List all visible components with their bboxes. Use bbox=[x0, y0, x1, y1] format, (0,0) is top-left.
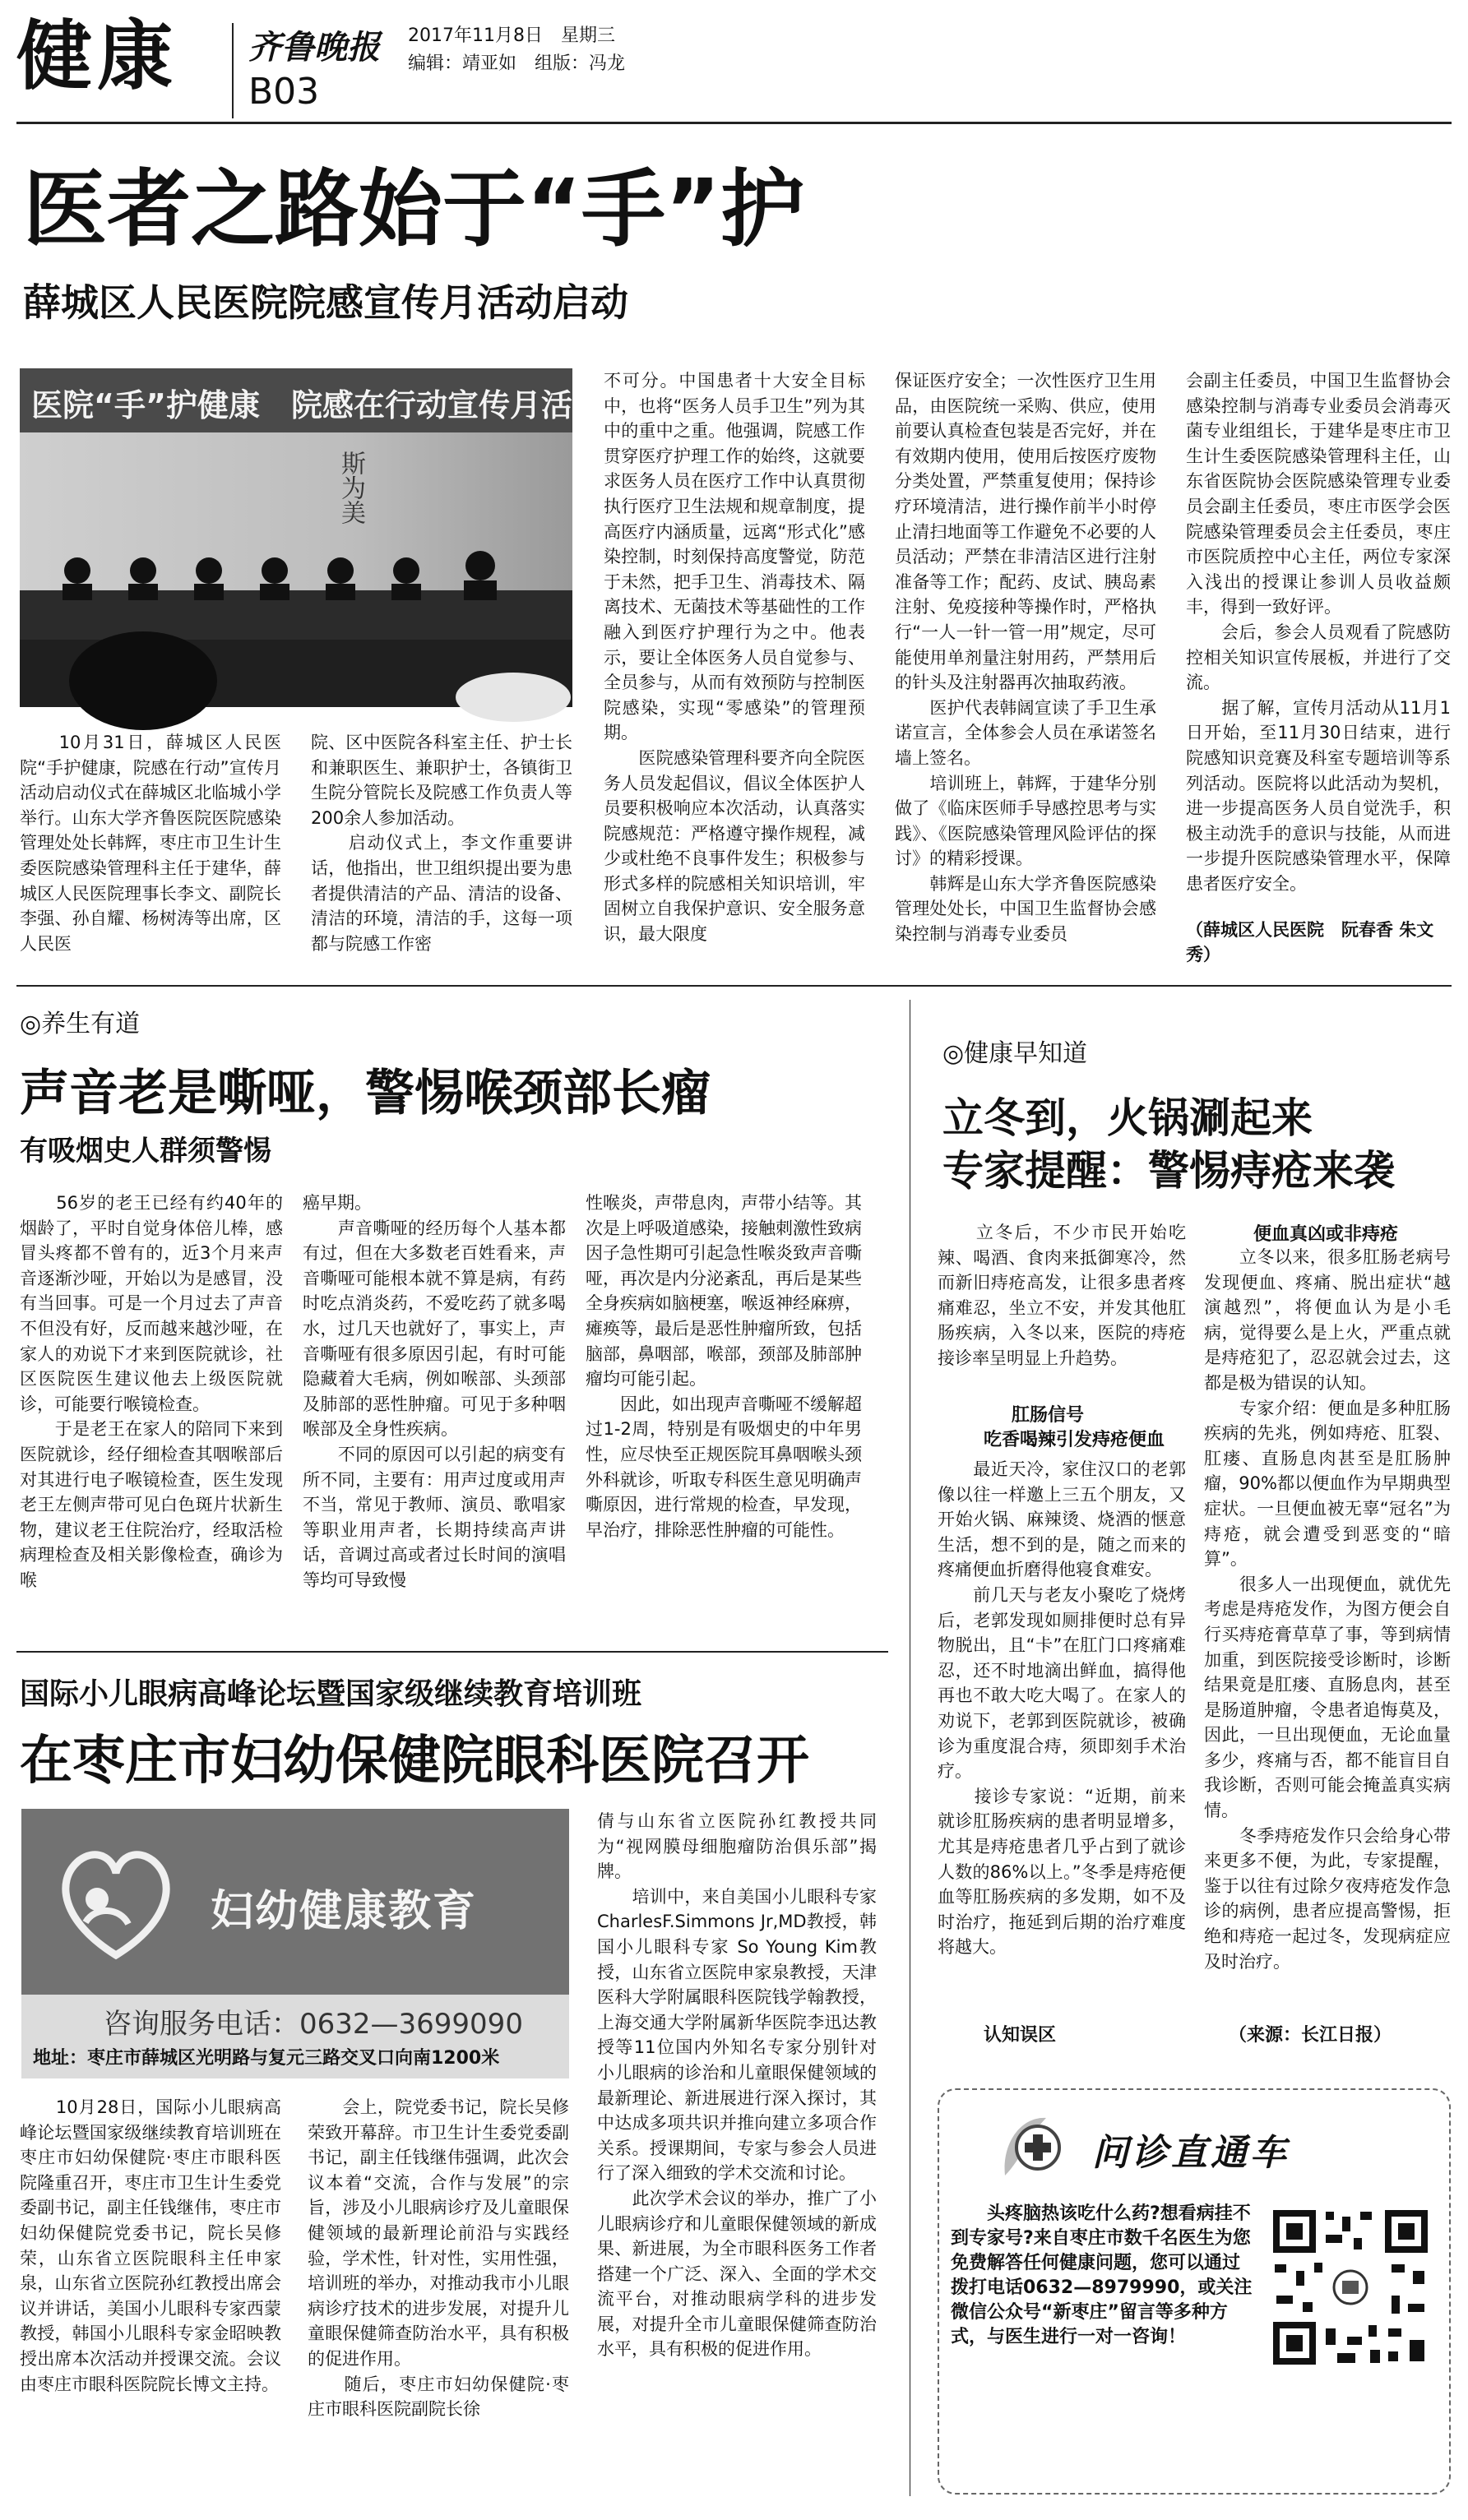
article2-subtitle: 有吸烟史人群须警惕 bbox=[20, 1135, 271, 1168]
article4-subtitle: 国际小儿眼病高峰论坛暨国家级继续教育培训班 bbox=[20, 1677, 642, 1711]
rule-2 bbox=[16, 1651, 888, 1653]
ad-service-phone[interactable]: 咨询服务电话：0632—3699090 bbox=[104, 2008, 523, 2041]
editors-line: 编辑：靖亚如 组版：冯龙 bbox=[408, 53, 626, 74]
paper-logo: 齐鲁晚报 bbox=[248, 28, 380, 67]
article2-col1: 56岁的老王已经有约40年的烟龄了，平时自觉身体倍儿棒，感冒头疼都不曾有的，近3个月来声音逐渐沙哑，开始以为是感冒，没有当回事。可是一个月过去了声音不但没有好，反而越来越沙哑，在家人的劝说下才来到医院就诊，社区医院医生建议他去上级医院就诊，可能要行喉镜检查。 于是老王在家人的陪同下来到医院就诊，经仔细检查其咽喉部后对其进行电子喉镜检查，医生发现老王左侧声带可见白色斑片状新生物，建议老王住院治疗，经取活检病理检查及相关影像检查，确诊为喉 bbox=[20, 1193, 283, 1590]
article3-byline: （来源：长江日报） bbox=[1229, 2025, 1392, 2046]
article3-heading-c: 认知误区 bbox=[984, 2025, 1057, 2046]
article2-title: 声音老是嘶哑，警惕喉颈部长瘤 bbox=[20, 1065, 711, 1122]
article4-title: 在枣庄市妇幼保健院眼科医院召开 bbox=[20, 1731, 809, 1792]
masthead-divider bbox=[232, 23, 234, 118]
ad-upper bbox=[21, 1809, 569, 1995]
article1-col3: 不可分。中国患者十大安全目标中，也将“医务人员手卫生”列为其中的重中之重。他强调，院感工作贯穿医疗护理工作的始终，这就要求医务人员在医疗工作中认真贯彻执行医疗卫生法规和规章制度，提高医疗内涵质量，远离“形式化”感染控制，时刻保持高度警觉，防范于未然，把手卫生、消毒技术、隔离技术、无菌技术等基础性的工作融入到医疗护理行为之中。他表示，要让全体医务人员自觉参与、全员参与，从而有效预防与控制医院感染，实现“零感染”的管理预期。 医院感染管理科要齐向全院医务人员发起倡议，倡议全体医护人员要积极响应本次活动，认真落实院感规范：严格遵守操作规程，减少或杜绝不良事件发生；积极参与形式多样的院感相关知识培训，牢固树立自我保护意识、安全服务意识，最大限度 bbox=[604, 371, 865, 945]
article2-col2: 癌早期。 声音嘶哑的经历每个人基本都有过，但在大多数老百姓看来，声音嘶哑可能根本就不算是病，有药时吃点消炎药，不爱吃药了就多喝水，过几天也就好了，事实上，声音嘶哑有很多原因引起，有时可能隐藏着大毛病，例如喉部、头颈部及肺部的恶性肿瘤。可见于多种咽喉部及全身性疾病。 不同的原因可以引起的病变有所不同，主要有：用声过度或用声不当，常见于教师、演员、歌唱家等职业用声者，长期持续高声讲话，音调过高或者过长时间的演唱等均可导致慢 bbox=[303, 1193, 566, 1590]
article1-col5: 会副主任委员，中国卫生监督协会感染控制与消毒专业委员会消毒灭菌专业组组长，于建华是枣庄市卫生计生委医院感染管理科主任，山东省医院协会医院感染管理专业委员会副主任委员，枣庄市医学会医院感染管理委员会主任委员，枣庄市医院质控中心主任，两位专家深入浅出的授课让参训人员收益颇丰，得到一致好评。 会后，参会人员观看了院感防控相关知识宣传展板，并进行了交流。 据了解，宣传月活动从11月1日开始，至11月30日结束，进行院感知识竞赛及科室专题培训等系列活动。医院将以此活动为契机，进一步提高医务人员自觉洗手，积极主动洗手的意识与技能，从而进一步提升医院感染管理水平，保障患者医疗安全。 bbox=[1186, 371, 1451, 894]
article2-tag: ◎养生有道 bbox=[20, 1010, 141, 1038]
section-name: 健康 bbox=[16, 12, 178, 100]
promo-header bbox=[964, 2110, 1424, 2184]
calligraphy-sign: 斯为美 bbox=[336, 451, 365, 525]
article1-subtitle: 薛城区人民医院院感宣传月活动启动 bbox=[23, 280, 628, 325]
article3-heading-b: 吃香喝辣引发痔疮便血 bbox=[984, 1430, 1165, 1450]
article3-col1b: 最近天冷，家住汉口的老郭像以往一样邀上三五个朋友，又开始火锅、麻辣烫、烧酒的惬意生活，想不到的是，随之而来的疼痛便血折磨得他寝食难安。 前几天与老友小聚吃了烧烤后，老郭发现如厕排便时总有异物脱出，且“卡”在肛门口疼痛难忍，还不时地滴出鲜血，搞得他再也不敢大吃大喝了。在家人的劝说下，老郭到医院就诊，被确诊为重度混合痔，须即刻手术治疗。 接诊专家说：“近期，前来就诊肛肠疾病的患者明显增多，尤其是痔疮患者几乎占到了就诊人数的86%以上。”冬季是痔疮便血等肛肠疾病的多发期，如不及时治疗，拖延到后期的治疗难度将越大。 bbox=[938, 1459, 1186, 1958]
masthead bbox=[16, 12, 1452, 135]
ad-lower bbox=[21, 1995, 569, 2078]
ad-box bbox=[21, 1809, 569, 2078]
article3-title2: 专家提醒：警惕痔疮来袭 bbox=[942, 1147, 1395, 1195]
promo-box bbox=[938, 2088, 1451, 2495]
article4-col1: 10月28日，国际小儿眼病高峰论坛暨国家级继续教育培训班在枣庄市妇幼保健院·枣庄市眼科医院隆重召开，枣庄市卫生计生委党委副书记，副主任钱继伟，枣庄市妇幼保健院党委书记，院长吴修荣，山东省立医院眼科主任申家泉，山东省立医院孙红教授出席会议并讲话，美国小儿眼科专家西蒙教授，韩国小儿眼科专家金昭映教授出席本次活动并授课交流。会议由枣庄市眼科医院院长博文主持。 bbox=[20, 2097, 281, 2394]
article4-col-right: 倩与山东省立医院孙红教授共同为“视网膜母细胞瘤防治俱乐部”揭牌。 培训中，来自美国小儿眼科专家 CharlesF.Simmons Jr,MD教授，韩国小儿眼科专家 So Young Kim教授，山东省立医院申家泉教授，天津医科大学附属眼科医院钱学翰教授，上海交通大学附属新华医院李迅达教授等11位国内外知名专家分别针对小儿眼病的诊治和儿童眼保健领域的最新理论、新进展进行深入探讨，其中达成多项共识并推向建立多项合作关系。授课期间，专家与参会人员进行了深入细致的学术交流和讨论。 此次学术会议的举办，推广了小儿眼病诊疗和儿童眼保健领域的新成果、新进展，为全市眼科医务工作者搭建一个广泛、深入、全面的学术交流平台，对推动眼病学科的进步发展，对提升全市儿童眼保健筛查防治水平，具有积极的促进作用。 bbox=[597, 1811, 877, 2360]
article1-col1: 10月31日，薛城区人民医院“手护健康，院感在行动”宣传月活动启动仪式在薛城区北临城小学举行。山东大学齐鲁医院医院感染管理处处长韩辉，枣庄市卫生计生委医院感染管理科主任于建华，薛城区人民医院理事长李文、副院长李强、孙自耀、杨树涛等出席，区人民医 bbox=[20, 733, 281, 954]
article1-byline: （薛城区人民医院 阮春香 朱文秀） bbox=[1186, 920, 1434, 964]
rule-1 bbox=[16, 985, 1452, 987]
date-line: 2017年11月8日 星期三 bbox=[408, 25, 615, 46]
article3-heading-a: 肛肠信号 bbox=[1012, 1405, 1085, 1426]
article1-col2: 院、区中医院各科室主任、护士长和兼职医生、兼职护士，各镇街卫生院分管院长及院感工作负责人等200余人参加活动。 启动仪式上，李文作重要讲话，他指出，世卫组织提出要为患者提供清洁的产品、清洁的设备、清洁的环境，清洁的手，这每一项都与院感工作密 bbox=[311, 733, 572, 954]
speakers-illustration bbox=[20, 533, 572, 707]
article4-col2: 会上，院党委书记，院长吴修荣致开幕辞。市卫生计生委党委副书记，副主任钱继伟强调，此次会议本着“交流，合作与发展”的宗旨，涉及小儿眼病诊疗及儿童眼保健领域的最新理论前沿与实践经验，学术性，针对性，实用性强，培训班的举办，对推动我市小儿眼病诊疗技术的进步发展，对提升儿童眼保健筛查防治水平，具有积极的促进作用。 随后，枣庄市妇幼保健院·枣庄市眼科医院副院长徐 bbox=[308, 2097, 569, 2420]
article3-col2: 立冬以来，很多肛肠老病号发现便血、疼痛、脱出症状“越演越烈”，将便血认为是小毛病，觉得要么是上火，严重点就是痔疮犯了，忍忍就会过去，这都是极为错误的认知。 专家介绍：便血是多种肛肠疾病的先兆，例如痔疮、肛裂、肛瘘、直肠息肉甚至是肛肠肿瘤，90%都以便血作为早期典型症状。一旦便血被无辜“冠名”为痔疮，就会遭受到恶变的“暗算”。 很多人一出现便血，就优先考虑是痔疮发作，为图方便会自行买痔疮膏草草了事，等到病情加重，到医院接受诊断时，诊断结果竟是肛瘘、直肠息肉，甚至是肠道肿瘤，令患者追悔莫及，因此，一旦出现便血，无论血量多少，疼痛与否，都不能盲目自我诊断，否则可能会掩盖真实病情。 冬季痔疮发作只会给身心带来更多不便，为此，专家提醒，鉴于以往有过除夕夜痔疮发作急诊的病例，患者应提高警惕，拒绝和痔疮一起过冬，发现病症应及时治疗。 bbox=[1204, 1247, 1451, 1972]
article1-col4: 保证医疗安全；一次性医疗卫生用品，由医院统一采购、供应，使用前要认真检查包装是否完好，并在有效期内使用，使用后按医疗废物分类处置，严禁重复使用；保持诊疗环境清洁，进行操作前半小时停止清扫地面等工作避免不必要的人员活动；严禁在非清洁区进行注射准备等工作；配药、皮试、胰岛素注射、免疫接种等操作时，严格执行“一人一针一管一用”规定，尽可能使用单剂量注射用药，严禁用后的针头及注射器再次抽取药液。 医护代表韩阔宣读了手卫生承诺宣言，全体参会人员在承诺签名墙上签名。 培训班上，韩辉，于建华分别做了《临床医师手导感控思考与实践》、《医院感染管理风险评估的探讨》的精彩授课。 韩辉是山东大学齐鲁医院感染管理处处长，中国卫生监督协会感染控制与消毒专业委员 bbox=[895, 371, 1156, 945]
ad-address: 地址：枣庄市薛城区光明路与复元三路交叉口向南1200米 bbox=[33, 2048, 500, 2069]
photo-banner bbox=[20, 368, 572, 432]
photo-banner-text: 医院“手”护健康 院感在行动宣传月活 bbox=[31, 387, 572, 423]
article3-title1: 立冬到，火锅涮起来 bbox=[942, 1094, 1313, 1142]
promo-title: 问诊直通车 bbox=[1092, 2132, 1290, 2174]
article2-col3: 性喉炎，声带息肉，声带小结等。其次是上呼吸道感染，接触刺激性致病因子急性期可引起急性喉炎致声音嘶哑，再次是内分泌紊乱，再后是某些全身疾病如脑梗塞，喉返神经麻痹，瘫痪等，最后是恶性肿瘤所致，包括脑部，鼻咽部，喉部，颈部及肺部肿瘤均可能引起。 因此，如出现声音嘶哑不缓解超过1-2周，特别是有吸烟史的中年男性，应尽快至正规医院耳鼻咽喉头颈外科就诊，听取专科医生意见明确声嘶原因，进行常规的检查，早发现，早治疗，排除恶性肿瘤的可能性。 bbox=[586, 1193, 862, 1540]
article1-title: 医者之路始于“手”护 bbox=[23, 161, 805, 259]
heart-hands-logo bbox=[46, 1832, 186, 1972]
article3-col1: 立冬后，不少市民开始吃辣、喝酒、食肉来抵御寒冷，然而新旧痔疮高发，让很多患者疼痛难忍，坐立不安，并发其他肛肠疾病，入冬以来，医院的痔疮接诊率呈明显上升趋势。 bbox=[938, 1223, 1186, 1368]
article3-tag: ◎健康早知道 bbox=[942, 1039, 1088, 1068]
page-number: B03 bbox=[248, 71, 320, 113]
qr-code[interactable] bbox=[1268, 2205, 1433, 2370]
medical-cross-icon bbox=[997, 2110, 1069, 2182]
ad-brand: 妇幼健康教育 bbox=[211, 1887, 478, 1936]
masthead-rule bbox=[16, 122, 1452, 124]
promo-text: 头疼脑热该吃什么药?想看病挂不到专家号?来自枣庄市数千名医生为您免费解答任何健康问题，您可以通过拨打电话0632—8979990，或关注微信公众号“新枣庄”留言等多种方式，与医生进行一对一咨询！ bbox=[951, 2203, 1253, 2347]
article3-heading-d: 便血真凶或非痔疮 bbox=[1253, 1224, 1399, 1245]
article1-photo bbox=[20, 368, 572, 707]
